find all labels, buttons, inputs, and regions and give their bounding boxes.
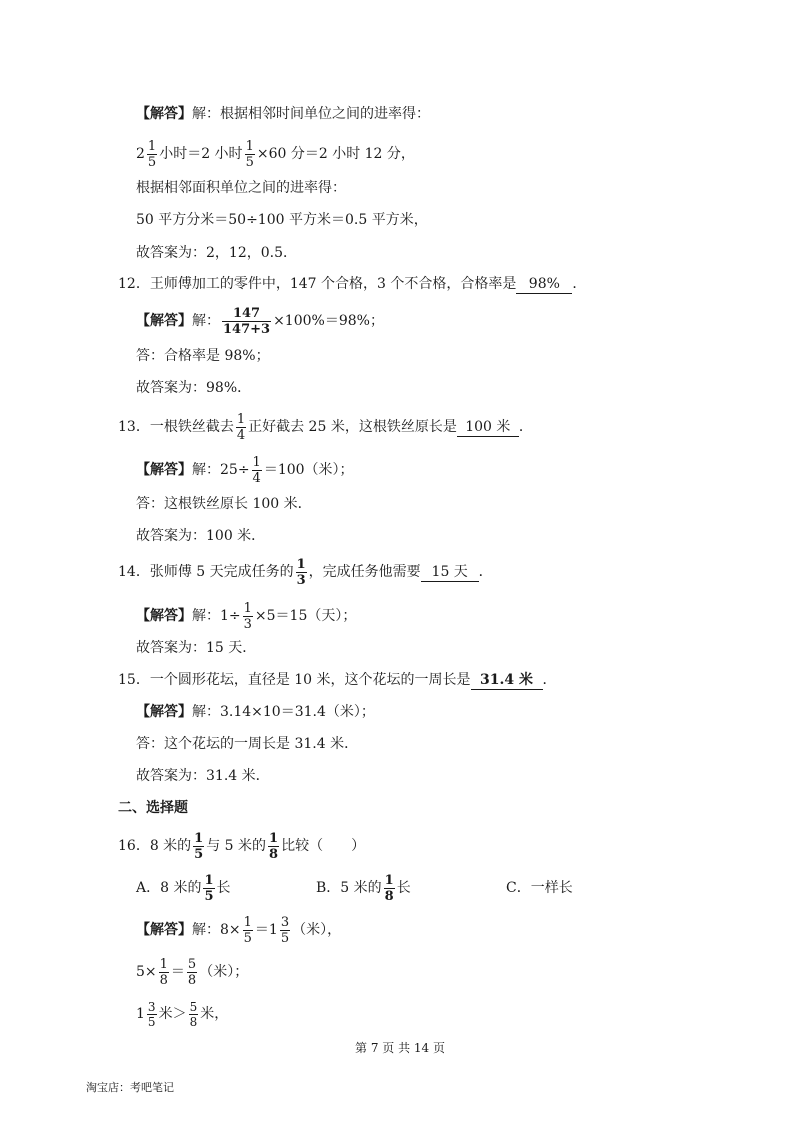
solution-text: 解：8× [192, 922, 241, 938]
page-number: 第 7 页 共 14 页 [355, 1041, 445, 1055]
equation-text: 小时＝2 小时 [159, 146, 243, 162]
solution-label: 【解答】 [136, 704, 192, 720]
fraction: $\frac{1}{8}$ [269, 830, 279, 862]
punctuation: ． [478, 564, 493, 580]
fraction: $\frac{3}{5}$ [147, 999, 156, 1029]
option-text: 长 [216, 880, 231, 896]
q15-answer-line: 答：这个花坛的一周长是 31.4 米． [136, 736, 359, 752]
q13-solution [136, 452, 354, 488]
solution-text: ×100%＝98%； [273, 313, 384, 329]
solution-text: （米）； [199, 964, 249, 980]
solution-text: 米， [200, 1006, 229, 1022]
solution-text: 解： [192, 313, 220, 329]
q12-final-answer: 故答案为：98%． [136, 380, 252, 396]
section-title: 二、选择题 [118, 800, 188, 816]
fraction: $\frac{147}{147+3}$ [223, 305, 271, 337]
fraction: $\frac{1}{8}$ [384, 872, 394, 904]
fraction: $\frac{1}{4}$ [236, 411, 246, 443]
q16-option-c: C．一样长 [506, 880, 573, 896]
option-text: 长 [396, 880, 411, 896]
solution-text: ＝100（米）； [263, 462, 354, 478]
a11-line-3: 50 平方分米＝50÷100 平方米＝0.5 平方米， [136, 212, 428, 228]
fraction: $\frac{1}{8}$ [159, 956, 168, 988]
solution-text: 解：25÷ [192, 462, 250, 478]
punctuation: ． [518, 419, 533, 435]
equation-text: ×60 分＝2 小时 12 分， [256, 146, 415, 162]
q16-option-a [136, 868, 231, 908]
q13-stem [118, 408, 533, 446]
q16-option-b [316, 868, 411, 908]
shop-watermark: 淘宝店：考吧笔记 [86, 1081, 174, 1094]
solution-label: 【解答】 [136, 922, 192, 938]
solution-text: 解：根据相邻时间单位之间的进率得： [192, 106, 430, 122]
mixed-whole: 2 [136, 146, 145, 162]
question-text: 15．一个圆形花坛，直径是 10 米，这个花坛的一周长是 [118, 672, 471, 688]
q13-final-answer: 故答案为：100 米． [136, 528, 266, 544]
answer-blank: 15 天 [421, 563, 479, 582]
answer-blank: 100 米 [457, 418, 519, 437]
punctuation: ． [542, 672, 557, 688]
solution-label: 【解答】 [136, 313, 192, 329]
fraction: $\frac{5}{8}$ [187, 956, 197, 988]
question-text: 比较（ ） [281, 838, 366, 854]
question-text: 16．8 米的 [118, 838, 192, 854]
fraction: $\frac{1}{5}$ [147, 138, 157, 170]
fraction: $\frac{1}{3}$ [243, 600, 252, 632]
solution-text: 米＞ [158, 1006, 187, 1022]
fraction: $\frac{3}{5}$ [280, 914, 290, 946]
q16-solution-2 [136, 954, 248, 990]
solution-text: 解：1÷ [192, 608, 241, 624]
q13-answer-line: 答：这根铁丝原长 100 米． [136, 496, 312, 512]
solution-label: 【解答】 [136, 462, 192, 478]
question-text: 正好截去 25 米，这根铁丝原长是 [248, 419, 457, 435]
question-text: 与 5 米的 [206, 838, 267, 854]
answer-blank: 98% [516, 275, 572, 294]
solution-text: （米）， [292, 922, 342, 938]
q15-final-answer: 故答案为：31.4 米． [136, 768, 270, 784]
a11-equation-1 [136, 136, 415, 172]
option-text: A．8 米的 [136, 880, 202, 896]
fraction: $\frac{5}{8}$ [189, 999, 198, 1029]
question-text: 13．一根铁丝截去 [118, 419, 234, 435]
q12-answer-line: 答：合格率是 98%； [136, 348, 270, 364]
a11-final-answer: 故答案为：2，12，0.5． [136, 245, 297, 261]
fraction: $\frac{1}{5}$ [194, 830, 204, 862]
solution-text: 解：3.14×10＝31.4（米）； [192, 704, 375, 720]
punctuation: ． [572, 276, 587, 292]
fraction: $\frac{1}{5}$ [204, 872, 214, 904]
fraction: $\frac{1}{4}$ [252, 454, 261, 486]
a11-solution-intro [136, 104, 430, 124]
q15-solution [136, 702, 375, 722]
fraction: $\frac{1}{5}$ [245, 138, 254, 170]
solution-text: 5× [136, 964, 157, 980]
q16-stem [118, 826, 365, 866]
q16-solution-3 [136, 996, 228, 1032]
answer-blank: 31.4 米 [471, 671, 543, 690]
q12-solution [136, 302, 384, 340]
solution-label: 【解答】 [136, 106, 192, 122]
a11-line-2: 根据相邻面积单位之间的进率得： [136, 180, 346, 196]
q14-final-answer: 故答案为：15 天． [136, 640, 257, 656]
question-text: ，完成任务他需要 [308, 564, 421, 580]
q16-solution-1 [136, 912, 341, 948]
q15-stem [118, 670, 557, 690]
solution-text: ＝ [170, 964, 185, 980]
solution-label: 【解答】 [136, 608, 192, 624]
option-text: B．5 米的 [316, 880, 382, 896]
q14-solution [136, 598, 356, 634]
question-text: 14．张师傅 5 天完成任务的 [118, 564, 294, 580]
fraction: $\frac{1}{3}$ [296, 556, 306, 588]
solution-text: ＝1 [254, 922, 278, 938]
solution-text: 1 [136, 1006, 145, 1022]
fraction: $\frac{1}{5}$ [243, 914, 252, 946]
q12-stem [118, 274, 586, 294]
question-text: 12．王师傅加工的零件中，147 个合格，3 个不合格，合格率是 [118, 276, 517, 292]
solution-text: ×5＝15（天）； [254, 608, 357, 624]
q14-stem [118, 552, 493, 592]
